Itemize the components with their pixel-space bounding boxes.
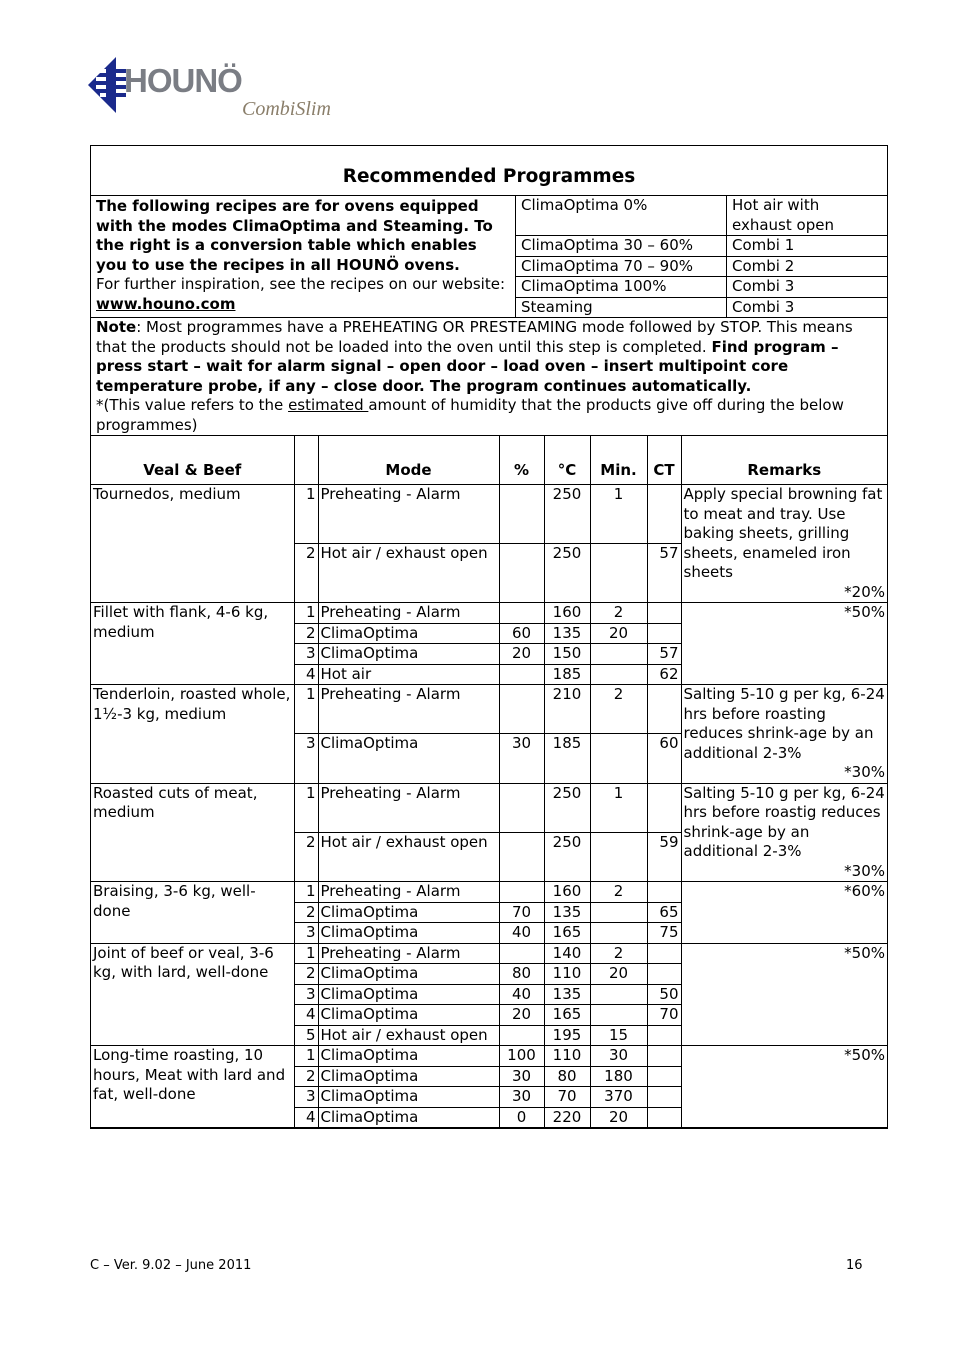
header-remarks: Remarks: [681, 436, 887, 485]
step-minutes: 1: [590, 783, 647, 832]
step-temperature: 185: [544, 734, 590, 783]
note-footnote-a: *(This value refers to the: [96, 396, 289, 414]
step-core-temp: [647, 685, 681, 734]
programme-frame: [90, 145, 888, 1129]
step-humidity: 40: [499, 923, 544, 944]
step-core-temp: [647, 882, 681, 903]
intro-section: [91, 196, 887, 318]
step-core-temp: [647, 1025, 681, 1046]
conversion-equivalent: Hot air with exhaust open: [727, 196, 888, 236]
step-number: 3: [294, 644, 318, 665]
step-minutes: [590, 832, 647, 881]
conversion-row: [516, 236, 887, 257]
remark-text: Salting 5-10 g per kg, 6-24 hrs before roasting reduces shrink-age by an additional 2-3%: [683, 685, 885, 762]
intro-bold: The following recipes are for ovens equipped with the modes ClimaOptima and Steaming. To the right is a conversion table which enables you to use the recipes in all HOUNÖ ovens.: [96, 197, 493, 274]
step-temperature: 195: [544, 1025, 590, 1046]
table-row: [91, 783, 887, 832]
step-mode: Preheating - Alarm: [318, 485, 499, 544]
step-mode: Preheating - Alarm: [318, 783, 499, 832]
step-minutes: 2: [590, 685, 647, 734]
conversion-row: [516, 196, 887, 236]
step-humidity: 100: [499, 1046, 544, 1067]
footer-version: C – Ver. 9.02 – June 2011: [90, 1258, 252, 1273]
table-row: [91, 603, 887, 624]
table-row: [91, 485, 887, 544]
step-number: 3: [294, 923, 318, 944]
step-minutes: 2: [590, 603, 647, 624]
step-core-temp: 60: [647, 734, 681, 783]
step-temperature: 250: [544, 783, 590, 832]
step-humidity: 60: [499, 623, 544, 644]
step-humidity: 80: [499, 964, 544, 985]
step-mode: ClimaOptima: [318, 1066, 499, 1087]
remark-humidity: *50%: [844, 1046, 885, 1064]
remark-text: Apply special browning fat to meat and tray. Use baking sheets, grilling sheets, enameled iron sheets: [683, 485, 883, 581]
recipe-name: Roasted cuts of meat, medium: [91, 783, 294, 882]
step-minutes: 1: [590, 485, 647, 544]
step-mode: ClimaOptima: [318, 1087, 499, 1108]
intro-plain: For further inspiration, see the recipes on our website:: [96, 275, 505, 293]
step-core-temp: 62: [647, 664, 681, 685]
conversion-row: [516, 297, 887, 317]
step-minutes: [590, 923, 647, 944]
recipe-name: Tournedos, medium: [91, 485, 294, 603]
note-footnote-u: estimated: [288, 396, 369, 414]
step-mode: Preheating - Alarm: [318, 882, 499, 903]
step-temperature: 150: [544, 644, 590, 665]
step-humidity: [499, 544, 544, 603]
step-core-temp: [647, 783, 681, 832]
step-temperature: 110: [544, 1046, 590, 1067]
step-core-temp: [647, 1046, 681, 1067]
step-temperature: 135: [544, 984, 590, 1005]
step-core-temp: 57: [647, 544, 681, 603]
step-core-temp: [647, 603, 681, 624]
header-step: [294, 436, 318, 485]
note-label: Note: [96, 318, 137, 336]
recipe-name: Long-time roasting, 10 hours, Meat with lard and fat, well-done: [91, 1046, 294, 1128]
recipe-remarks: [681, 685, 887, 784]
conversion-mode: Steaming: [516, 297, 727, 317]
recipe-name: Fillet with flank, 4-6 kg, medium: [91, 603, 294, 685]
conversion-row: [516, 277, 887, 298]
note-text: : Most programmes have a PREHEATING OR PRESTEAMING mode followed by STOP. This means that the products should not be loaded into the oven until this step is completed.: [96, 318, 853, 356]
remark-humidity: *60%: [844, 882, 885, 900]
note-section: [91, 318, 887, 436]
step-humidity: [499, 603, 544, 624]
step-core-temp: [647, 943, 681, 964]
step-temperature: 250: [544, 832, 590, 881]
step-core-temp: 50: [647, 984, 681, 1005]
step-mode: ClimaOptima: [318, 902, 499, 923]
step-minutes: 30: [590, 1046, 647, 1067]
header-min: Min.: [590, 436, 647, 485]
step-minutes: 370: [590, 1087, 647, 1108]
step-number: 1: [294, 685, 318, 734]
step-number: 2: [294, 964, 318, 985]
remark-text: Salting 5-10 g per kg, 6-24 hrs before roastig reduces shrink-age by an additional 2-3%: [683, 783, 885, 860]
step-mode: ClimaOptima: [318, 644, 499, 665]
step-minutes: 2: [590, 882, 647, 903]
recipe-remarks: [681, 943, 887, 1046]
step-temperature: 70: [544, 1087, 590, 1108]
step-humidity: [499, 943, 544, 964]
step-number: 2: [294, 544, 318, 603]
remark-humidity: *50%: [844, 943, 885, 962]
step-mode: ClimaOptima: [318, 1005, 499, 1026]
step-temperature: 185: [544, 664, 590, 685]
page-title: Recommended Programmes: [91, 146, 887, 196]
step-humidity: [499, 485, 544, 544]
step-minutes: 180: [590, 1066, 647, 1087]
step-minutes: [590, 902, 647, 923]
step-minutes: 15: [590, 1025, 647, 1046]
step-core-temp: [647, 623, 681, 644]
step-temperature: 165: [544, 923, 590, 944]
step-temperature: 165: [544, 1005, 590, 1026]
step-number: 3: [294, 984, 318, 1005]
conversion-equivalent: Combi 3: [732, 297, 795, 316]
step-minutes: 2: [590, 943, 647, 964]
conversion-mode: ClimaOptima 0%: [516, 196, 727, 236]
step-mode: Preheating - Alarm: [318, 943, 499, 964]
logo-brand: HOUNÖ: [124, 62, 242, 99]
recipe-name: Tenderloin, roasted whole, 1½-3 kg, medium: [91, 685, 294, 784]
note-footnote-b: amount of humidity that the products give off during the below programmes): [96, 396, 844, 434]
step-mode: ClimaOptima: [318, 1107, 499, 1128]
step-humidity: [499, 1025, 544, 1046]
step-number: 3: [294, 1087, 318, 1108]
step-mode: ClimaOptima: [318, 623, 499, 644]
table-row: [91, 685, 887, 734]
step-temperature: 135: [544, 623, 590, 644]
step-number: 4: [294, 1005, 318, 1026]
step-temperature: 250: [544, 544, 590, 603]
step-core-temp: [647, 485, 681, 544]
recipe-remarks: [681, 882, 887, 944]
step-mode: Hot air: [318, 664, 499, 685]
step-temperature: 210: [544, 685, 590, 734]
step-core-temp: [647, 1087, 681, 1108]
recipe-name: Braising, 3-6 kg, well-done: [91, 882, 294, 944]
step-mode: Preheating - Alarm: [318, 685, 499, 734]
step-humidity: [499, 664, 544, 685]
header-mode: Mode: [318, 436, 499, 485]
step-number: 1: [294, 485, 318, 544]
website-link[interactable]: www.houno.com: [96, 294, 236, 313]
conversion-equivalent: Combi 3: [727, 277, 888, 298]
step-minutes: [590, 1005, 647, 1026]
logo-mark-icon: [88, 55, 128, 115]
step-mode: ClimaOptima: [318, 984, 499, 1005]
step-humidity: 40: [499, 984, 544, 1005]
step-temperature: 220: [544, 1107, 590, 1128]
remark-humidity: *20%: [844, 582, 885, 601]
step-humidity: 30: [499, 734, 544, 783]
note-bold: Find program – press start – wait for alarm signal – open door – load oven – insert multipoint core temperature probe, if any – close door. The program continues automatically.: [96, 337, 839, 395]
step-minutes: [590, 544, 647, 603]
step-number: 2: [294, 1066, 318, 1087]
step-mode: ClimaOptima: [318, 964, 499, 985]
step-minutes: [590, 984, 647, 1005]
step-mode: ClimaOptima: [318, 923, 499, 944]
step-number: 4: [294, 1107, 318, 1128]
step-core-temp: 65: [647, 902, 681, 923]
logo-sub: CombiSlim: [242, 98, 331, 120]
header-group: Veal & Beef: [91, 436, 294, 485]
conversion-table: [516, 196, 887, 317]
step-humidity: 0: [499, 1107, 544, 1128]
step-core-temp: [647, 1107, 681, 1128]
conversion-mode: ClimaOptima 100%: [516, 277, 727, 298]
header-temp: °C: [544, 436, 590, 485]
step-core-temp: 59: [647, 832, 681, 881]
recipe-name: Joint of beef or veal, 3-6 kg, with lard, well-done: [91, 943, 294, 1046]
step-core-temp: [647, 964, 681, 985]
step-number: 2: [294, 623, 318, 644]
step-number: 3: [294, 734, 318, 783]
step-temperature: 160: [544, 882, 590, 903]
step-humidity: 70: [499, 902, 544, 923]
programme-table: [91, 436, 887, 1128]
recipe-remarks: [681, 603, 887, 685]
conversion-row: [516, 256, 887, 277]
step-number: 1: [294, 783, 318, 832]
step-mode: Hot air / exhaust open: [318, 544, 499, 603]
step-temperature: 140: [544, 943, 590, 964]
step-mode: Preheating - Alarm: [318, 603, 499, 624]
header-pct: %: [499, 436, 544, 485]
step-humidity: [499, 832, 544, 881]
header-ct: CT: [647, 436, 681, 485]
step-mode: Hot air / exhaust open: [318, 1025, 499, 1046]
step-humidity: [499, 783, 544, 832]
step-mode: ClimaOptima: [318, 734, 499, 783]
step-number: 2: [294, 832, 318, 881]
recipe-remarks: [681, 783, 887, 882]
step-mode: Hot air / exhaust open: [318, 832, 499, 881]
step-number: 1: [294, 882, 318, 903]
table-row: [91, 943, 887, 964]
step-number: 4: [294, 664, 318, 685]
step-temperature: 250: [544, 485, 590, 544]
step-core-temp: 75: [647, 923, 681, 944]
step-minutes: [590, 734, 647, 783]
step-number: 5: [294, 1025, 318, 1046]
step-core-temp: 70: [647, 1005, 681, 1026]
step-temperature: 160: [544, 603, 590, 624]
intro-text: [91, 196, 516, 317]
step-humidity: 30: [499, 1066, 544, 1087]
footer-page-number: 16: [846, 1258, 863, 1273]
step-temperature: 135: [544, 902, 590, 923]
step-humidity: 20: [499, 1005, 544, 1026]
remark-humidity: *30%: [844, 763, 885, 781]
recipe-remarks: [681, 1046, 887, 1128]
table-row: [91, 882, 887, 903]
step-humidity: [499, 685, 544, 734]
step-minutes: 20: [590, 623, 647, 644]
step-mode: ClimaOptima: [318, 1046, 499, 1067]
step-temperature: 80: [544, 1066, 590, 1087]
step-humidity: 20: [499, 644, 544, 665]
step-number: 1: [294, 603, 318, 624]
conversion-mode: ClimaOptima 70 – 90%: [516, 256, 727, 277]
table-row: [91, 1046, 887, 1067]
step-temperature: 110: [544, 964, 590, 985]
conversion-mode: ClimaOptima 30 – 60%: [516, 236, 727, 257]
step-humidity: [499, 882, 544, 903]
conversion-equivalent: Combi 2: [727, 256, 888, 277]
step-core-temp: 57: [647, 644, 681, 665]
conversion-equivalent: Combi 1: [727, 236, 888, 257]
step-minutes: [590, 644, 647, 665]
remark-humidity: *30%: [844, 861, 885, 880]
step-minutes: [590, 664, 647, 685]
step-humidity: 30: [499, 1087, 544, 1108]
step-number: 2: [294, 902, 318, 923]
step-number: 1: [294, 943, 318, 964]
remark-humidity: *50%: [844, 603, 885, 621]
step-core-temp: [647, 1066, 681, 1087]
recipe-remarks: [681, 485, 887, 603]
step-number: 1: [294, 1046, 318, 1067]
step-minutes: 20: [590, 1107, 647, 1128]
step-minutes: 20: [590, 964, 647, 985]
